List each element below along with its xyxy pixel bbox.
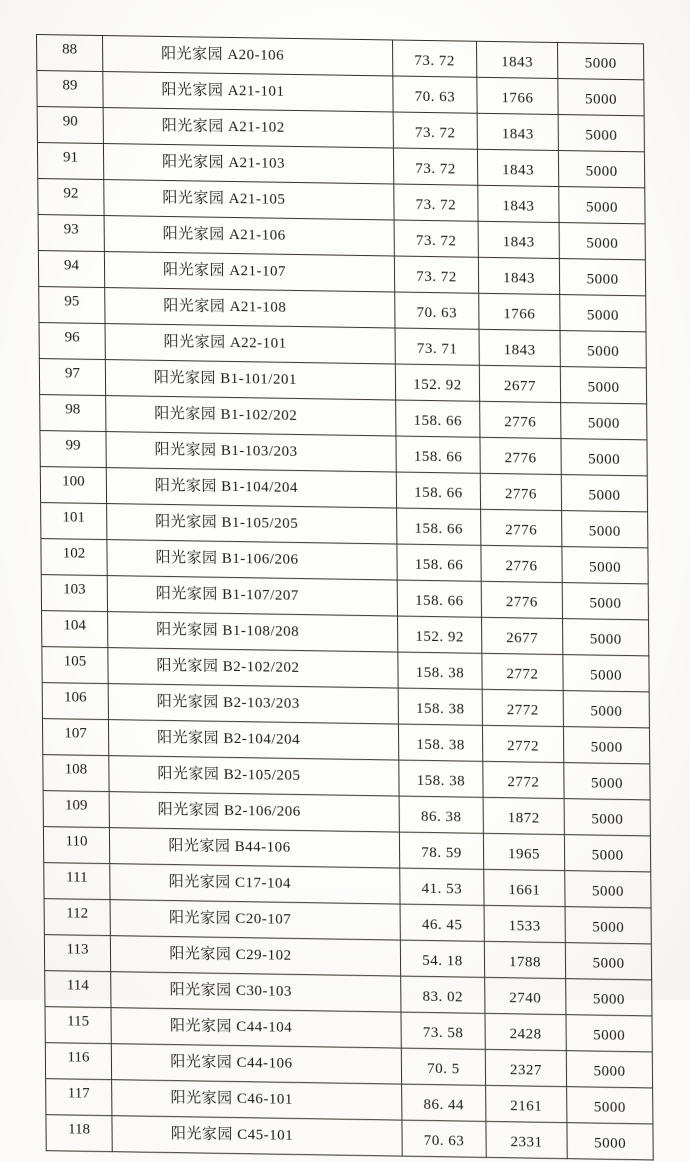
area-cell: 70. 5: [401, 1048, 485, 1085]
price-cell: 1843: [477, 149, 558, 186]
row-number-cell: 109: [43, 791, 109, 828]
price-cell: 1788: [484, 941, 565, 978]
unit-name-cell: 阳光家园 C17-104: [110, 864, 400, 904]
row-number-cell: 116: [45, 1043, 111, 1080]
row-number-cell: 97: [39, 359, 105, 396]
area-cell: 54. 18: [400, 940, 484, 977]
housing-units-table: [36, 34, 654, 1160]
area-cell: 70. 63: [393, 76, 477, 113]
price-cell: 2776: [481, 581, 562, 618]
price-cell: 1766: [477, 77, 558, 114]
price-cell: 2776: [481, 509, 562, 546]
price-cell: 1843: [478, 257, 559, 294]
deposit-cell: 5000: [566, 1015, 652, 1052]
price-cell: 1661: [484, 869, 565, 906]
area-cell: 158. 38: [399, 760, 483, 797]
price-cell: 2677: [479, 365, 560, 402]
row-number-cell: 111: [44, 863, 110, 900]
area-cell: 158. 66: [397, 508, 481, 545]
row-number-cell: 105: [42, 647, 108, 684]
price-cell: 2772: [483, 761, 564, 798]
row-number-cell: 104: [42, 611, 108, 648]
deposit-cell: 5000: [558, 115, 644, 152]
price-cell: 2428: [485, 1013, 566, 1050]
row-number-cell: 108: [43, 755, 109, 792]
price-cell: 1965: [483, 833, 564, 870]
area-cell: 73. 72: [393, 148, 477, 185]
area-cell: 73. 72: [394, 184, 478, 221]
row-number-cell: 117: [46, 1079, 112, 1116]
deposit-cell: 5000: [558, 151, 644, 188]
price-cell: 2776: [480, 401, 561, 438]
area-cell: 152. 92: [398, 616, 482, 653]
unit-name-cell: 阳光家园 B1-101/201: [105, 360, 395, 400]
deposit-cell: 5000: [560, 295, 646, 332]
area-cell: 46. 45: [400, 904, 484, 941]
unit-name-cell: 阳光家园 C29-102: [110, 936, 400, 976]
row-number-cell: 94: [38, 251, 104, 288]
unit-name-cell: 阳光家园 B2-103/203: [108, 684, 398, 724]
price-cell: 1843: [477, 41, 558, 78]
area-cell: 158. 38: [398, 652, 482, 689]
deposit-cell: 5000: [559, 223, 645, 260]
unit-name-cell: 阳光家园 B2-104/204: [108, 720, 398, 760]
unit-name-cell: 阳光家园 C46-101: [112, 1080, 402, 1120]
deposit-cell: 5000: [560, 331, 646, 368]
area-cell: 70. 63: [402, 1120, 486, 1157]
price-cell: 1843: [477, 113, 558, 150]
area-cell: 83. 02: [401, 976, 485, 1013]
row-number-cell: 110: [43, 827, 109, 864]
area-cell: 73. 72: [394, 256, 478, 293]
unit-name-cell: 阳光家园 B1-108/208: [108, 612, 398, 652]
housing-units-table-body: [37, 35, 654, 1160]
row-number-cell: 106: [42, 683, 108, 720]
unit-name-cell: 阳光家园 A21-106: [104, 216, 394, 256]
row-number-cell: 92: [38, 179, 104, 216]
price-cell: 2740: [485, 977, 566, 1014]
unit-name-cell: 阳光家园 B2-106/206: [109, 792, 399, 832]
row-number-cell: 115: [45, 1007, 111, 1044]
area-cell: 158. 38: [398, 724, 482, 761]
price-cell: 1843: [478, 221, 559, 258]
area-cell: 70. 63: [395, 292, 479, 329]
row-number-cell: 102: [41, 539, 107, 576]
price-cell: 2327: [485, 1049, 566, 1086]
unit-name-cell: 阳光家园 B1-104/204: [106, 468, 396, 508]
area-cell: 73. 58: [401, 1012, 485, 1049]
unit-name-cell: 阳光家园 B1-106/206: [107, 540, 397, 580]
deposit-cell: 5000: [564, 835, 650, 872]
price-cell: 2677: [482, 617, 563, 654]
row-number-cell: 101: [41, 503, 107, 540]
price-cell: 2772: [482, 689, 563, 726]
deposit-cell: 5000: [564, 799, 650, 836]
area-cell: 73. 72: [394, 220, 478, 257]
unit-name-cell: 阳光家园 B2-102/202: [108, 648, 398, 688]
deposit-cell: 5000: [559, 259, 645, 296]
deposit-cell: 5000: [566, 1051, 652, 1088]
deposit-cell: 5000: [558, 43, 644, 80]
price-cell: 1533: [484, 905, 565, 942]
area-cell: 158. 66: [396, 400, 480, 437]
row-number-cell: 100: [40, 467, 106, 504]
row-number-cell: 103: [41, 575, 107, 612]
row-number-cell: 113: [44, 935, 110, 972]
deposit-cell: 5000: [565, 871, 651, 908]
deposit-cell: 5000: [565, 943, 651, 980]
deposit-cell: 5000: [563, 619, 649, 656]
deposit-cell: 5000: [566, 979, 652, 1016]
price-cell: 2776: [480, 437, 561, 474]
price-cell: 2776: [480, 473, 561, 510]
deposit-cell: 5000: [562, 511, 648, 548]
area-cell: 158. 66: [396, 472, 480, 509]
unit-name-cell: 阳光家园 B2-105/205: [109, 756, 399, 796]
row-number-cell: 118: [46, 1115, 112, 1152]
area-cell: 41. 53: [400, 868, 484, 905]
deposit-cell: 5000: [561, 439, 647, 476]
unit-name-cell: 阳光家园 B1-103/203: [106, 432, 396, 472]
area-cell: 158. 38: [398, 688, 482, 725]
deposit-cell: 5000: [565, 907, 651, 944]
unit-name-cell: 阳光家园 A21-101: [103, 72, 393, 112]
area-cell: 86. 44: [402, 1084, 486, 1121]
unit-name-cell: 阳光家园 A21-108: [105, 288, 395, 328]
row-number-cell: 90: [37, 107, 103, 144]
unit-name-cell: 阳光家园 C44-106: [111, 1044, 401, 1084]
deposit-cell: 5000: [558, 79, 644, 116]
area-cell: 158. 66: [397, 580, 481, 617]
row-number-cell: 91: [37, 143, 103, 180]
deposit-cell: 5000: [561, 475, 647, 512]
price-cell: 2776: [481, 545, 562, 582]
area-cell: 73. 72: [393, 112, 477, 149]
area-cell: 158. 66: [396, 436, 480, 473]
row-number-cell: 89: [37, 71, 103, 108]
row-number-cell: 93: [38, 215, 104, 252]
deposit-cell: 5000: [567, 1123, 653, 1160]
unit-name-cell: 阳光家园 A21-105: [104, 180, 394, 220]
area-cell: 78. 59: [399, 832, 483, 869]
unit-name-cell: 阳光家园 A22-101: [105, 324, 395, 364]
price-cell: 2331: [486, 1121, 567, 1158]
row-number-cell: 98: [40, 395, 106, 432]
row-number-cell: 99: [40, 431, 106, 468]
unit-name-cell: 阳光家园 A21-103: [103, 144, 393, 184]
price-cell: 2772: [482, 725, 563, 762]
price-cell: 1766: [479, 293, 560, 330]
row-number-cell: 95: [39, 287, 105, 324]
unit-name-cell: 阳光家园 A20-106: [103, 36, 393, 76]
area-cell: 73. 72: [393, 40, 477, 77]
area-cell: 86. 38: [399, 796, 483, 833]
unit-name-cell: 阳光家园 B1-107/207: [107, 576, 397, 616]
area-cell: 152. 92: [395, 364, 479, 401]
price-cell: 2772: [482, 653, 563, 690]
deposit-cell: 5000: [563, 691, 649, 728]
row-number-cell: 112: [44, 899, 110, 936]
deposit-cell: 5000: [561, 403, 647, 440]
row-number-cell: 107: [42, 719, 108, 756]
row-number-cell: 114: [45, 971, 111, 1008]
deposit-cell: 5000: [559, 187, 645, 224]
deposit-cell: 5000: [560, 367, 646, 404]
area-cell: 158. 66: [397, 544, 481, 581]
price-cell: 2161: [486, 1085, 567, 1122]
unit-name-cell: 阳光家园 B44-106: [109, 828, 399, 868]
unit-name-cell: 阳光家园 C30-103: [111, 972, 401, 1012]
row-number-cell: 96: [39, 323, 105, 360]
deposit-cell: 5000: [562, 583, 648, 620]
deposit-cell: 5000: [563, 655, 649, 692]
unit-name-cell: 阳光家园 B1-105/205: [107, 504, 397, 544]
deposit-cell: 5000: [564, 763, 650, 800]
unit-name-cell: 阳光家园 C20-107: [110, 900, 400, 940]
unit-name-cell: 阳光家园 B1-102/202: [106, 396, 396, 436]
price-cell: 1872: [483, 797, 564, 834]
deposit-cell: 5000: [567, 1087, 653, 1124]
deposit-cell: 5000: [562, 547, 648, 584]
area-cell: 73. 71: [395, 328, 479, 365]
deposit-cell: 5000: [563, 727, 649, 764]
unit-name-cell: 阳光家园 A21-107: [104, 252, 394, 292]
unit-name-cell: 阳光家园 C44-104: [111, 1008, 401, 1048]
row-number-cell: 88: [37, 35, 103, 72]
unit-name-cell: 阳光家园 A21-102: [103, 108, 393, 148]
price-cell: 1843: [478, 185, 559, 222]
unit-name-cell: 阳光家园 C45-101: [112, 1116, 402, 1156]
price-cell: 1843: [479, 329, 560, 366]
